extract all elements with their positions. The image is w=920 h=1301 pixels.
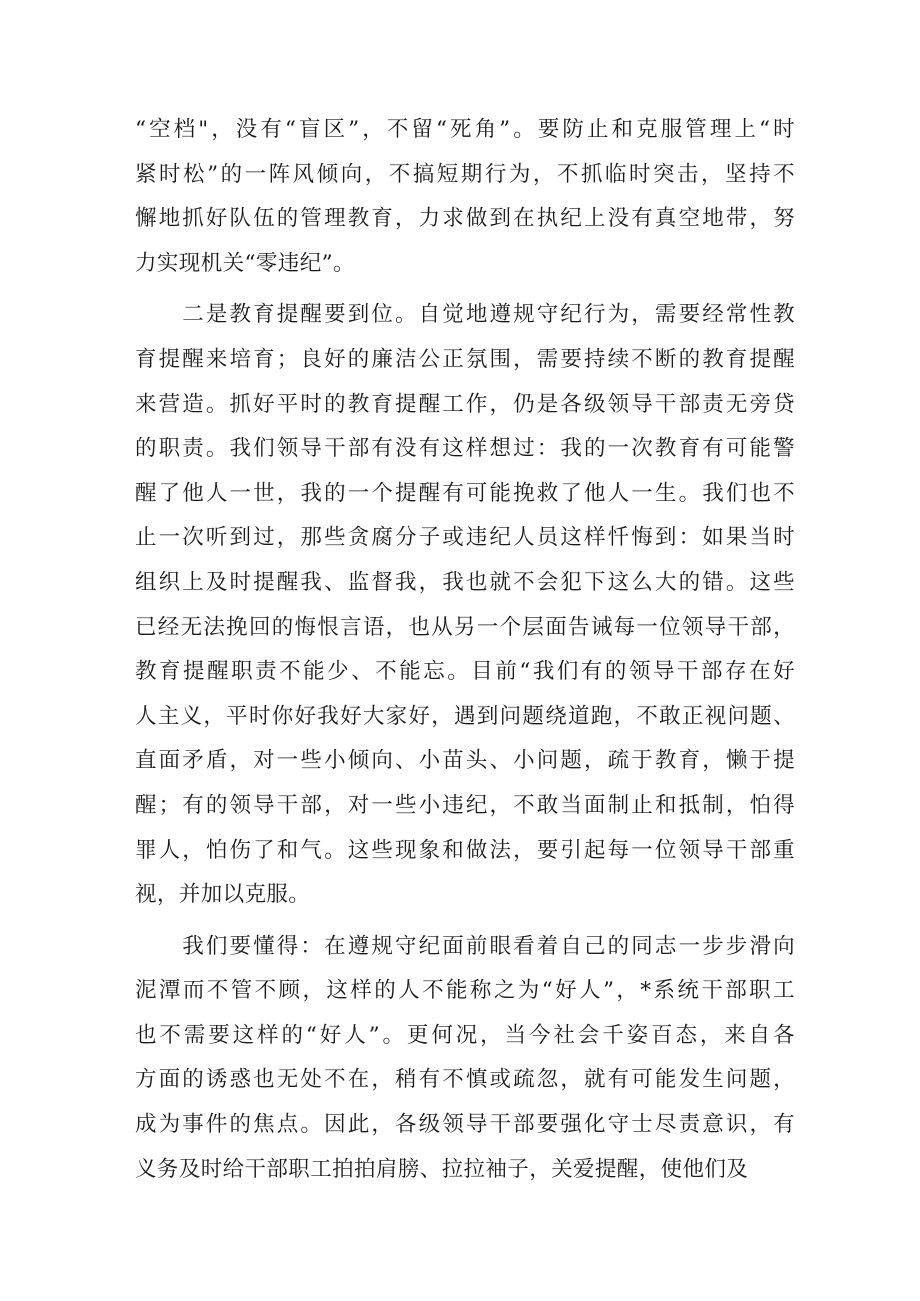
text-line: 止一次听到过，那些贪腐分子或违纪人员这样忏悔到：如果当时 [135,525,795,551]
text-line: 的职责。我们领导干部有没有这样想过：我的一次教育有可能警 [135,436,795,462]
text-line: 方面的诱惑也无处不在，稍有不慎或疏忽，就有可能发生问题， [135,1067,795,1093]
text-line: 紧时松”的一阵风倾向，不搞短期行为，不抓临时突击，坚持不 [135,161,795,187]
text-line: 育提醒来培育；良好的廉洁公正氛围，需要持续不断的教育提醒 [135,346,795,372]
text-line: 视，并加以克服。 [135,882,311,908]
paragraph-3 [135,925,795,1193]
text-line: 力实现机关“零违纪”。 [135,250,355,276]
paragraph-gap [135,918,795,925]
text-line: 也不需要这样的“好人”。更何况，当今社会千姿百态，来自各 [135,1022,795,1048]
text-line: 教育提醒职责不能少、不能忘。目前“我们有的领导干部存在好 [135,659,795,685]
text-line: 人主义，平时你好我好大家好，遇到问题绕道跑，不敢正视问题、 [135,703,795,729]
text-line: 罪人，怕伤了和气。这些现象和做法，要引起每一位领导干部重 [135,837,795,863]
text-line: 直面矛盾，对一些小倾向、小苗头、小问题，疏于教育，懒于提 [135,748,795,774]
text-line: 来营造。抓好平时的教育提醒工作，仍是各级领导干部责无旁贷 [135,391,795,417]
text-line: 已经无法挽回的悔恨言语，也从另一个层面告诫每一位领导干部， [135,614,795,640]
paragraph-gap [135,286,795,293]
document-body [135,108,795,1192]
text-line: 成为事件的焦点。因此，各级领导干部要强化守士尽责意识，有 [135,1112,795,1138]
paragraph-1 [135,108,795,286]
text-line: 懈地抓好队伍的管理教育，力求做到在执纪上没有真空地带，努 [135,206,795,232]
text-line: 义务及时给干部职工拍拍肩膀、拉拉袖子，关爱提醒，使他们及 [135,1156,749,1182]
paragraph-2 [135,293,795,917]
text-line: 泥潭而不管不顾，这样的人不能称之为“好人”，*系统干部职工 [135,978,795,1004]
text-line: 我们要懂得：在遵规守纪面前眼看着自己的同志一步步滑向 [135,933,795,959]
text-line: 醒了他人一世，我的一个提醒有可能挽救了他人一生。我们也不 [135,480,795,506]
text-line: 组织上及时提醒我、监督我，我也就不会犯下这么大的错。这些 [135,569,795,595]
text-line: 二是教育提醒要到位。自觉地遵规守纪行为，需要经常性教 [135,302,795,328]
text-line: “空档"，没有“盲区”，不留“死角”。要防止和克服管理上“时 [135,117,795,142]
text-line: 醒；有的领导干部，对一些小违纪，不敢当面制止和抵制，怕得 [135,792,795,818]
